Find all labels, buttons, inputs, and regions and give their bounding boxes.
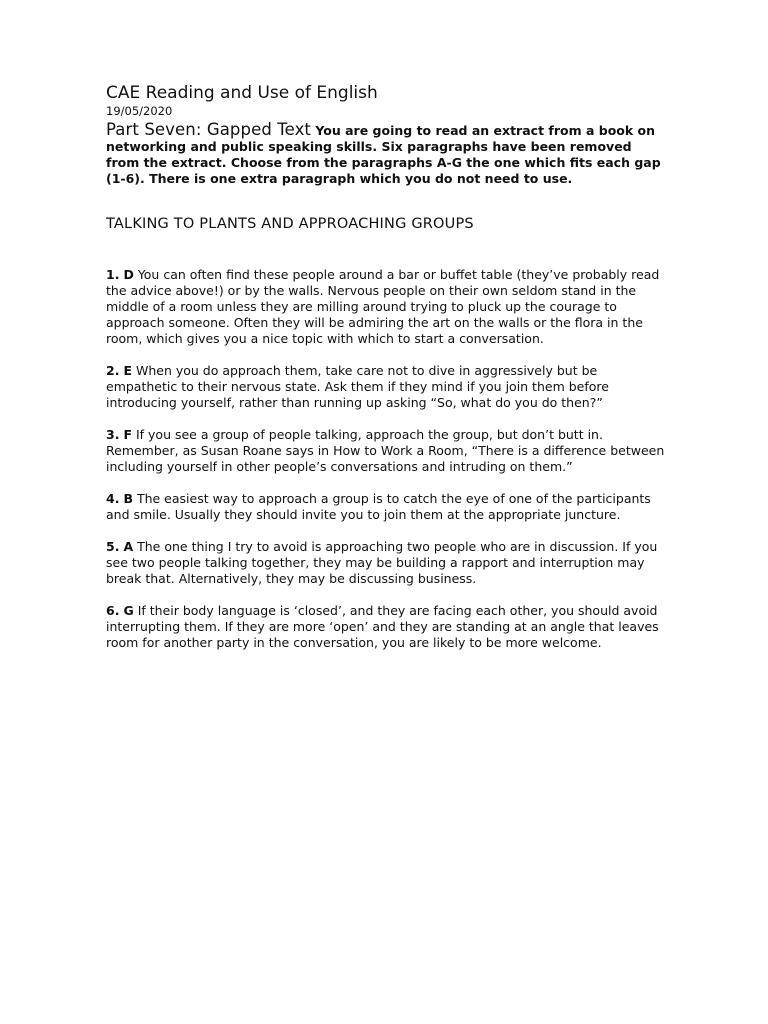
answer-paragraph-5 xyxy=(106,539,666,587)
section-title: TALKING TO PLANTS AND APPROACHING GROUPS xyxy=(106,216,474,232)
paragraph-text: The one thing I try to avoid is approaching two people who are in discussion. If you see two people talking together, they may be building a rapport and interruption may break that. Alternatively, they may be discussing business. xyxy=(106,539,658,586)
paragraph-letter: D xyxy=(123,267,134,282)
part-title: Part Seven: Gapped Text xyxy=(106,120,312,139)
paragraph-letter: A xyxy=(123,539,134,554)
paragraph-number: 3. xyxy=(106,427,120,442)
paragraph-letter: E xyxy=(123,363,132,378)
paragraph-text: When you do approach them, take care not to dive in aggressively but be empathetic to their nervous state. Ask them if they mind if you join them before introducing yourself, rather than running up asking “So, what do you do then?” xyxy=(106,363,609,410)
paragraph-number: 1. xyxy=(106,267,120,282)
paragraph-letter: F xyxy=(123,427,132,442)
answer-paragraph-2 xyxy=(106,363,666,411)
task-intro xyxy=(106,122,666,187)
answer-paragraph-1 xyxy=(106,267,666,347)
paragraph-number: 6. xyxy=(106,603,120,618)
document-title: CAE Reading and Use of English xyxy=(106,83,378,103)
document-date: 19/05/2020 xyxy=(106,104,173,118)
paragraph-letter: G xyxy=(123,603,134,618)
paragraph-text: You can often find these people around a bar or buffet table (they’ve probably read the advice above!) or by the walls. Nervous people on their own seldom stand in the middle of a room unless they are milling around trying to pluck up the courage to approach someone. Often they will be admiring the art on the walls or the flora in the room, which gives you a nice topic with which to start a conversation. xyxy=(106,267,660,346)
paragraph-number: 5. xyxy=(106,539,120,554)
task-instructions: You are going to read an extract from a book on networking and public speaking skills. Six paragraphs have been removed from the extract. Choose from the paragraphs A-G the one which fits each gap (1-6). There is one extra paragraph which you do not need to use. xyxy=(106,123,661,186)
paragraph-text: If their body language is ‘closed’, and they are facing each other, you should avoid interrupting them. If they are more ‘open’ and they are standing at an angle that leaves room for another party in the conversation, you are likely to be more welcome. xyxy=(106,603,659,650)
paragraph-letter: B xyxy=(123,491,133,506)
paragraph-number: 4. xyxy=(106,491,120,506)
answer-paragraph-6 xyxy=(106,603,666,651)
answer-paragraph-3 xyxy=(106,427,666,475)
document-page xyxy=(106,82,666,667)
paragraph-text: The easiest way to approach a group is to catch the eye of one of the participants and smile. Usually they should invite you to join them at the appropriate juncture. xyxy=(106,491,651,522)
paragraph-number: 2. xyxy=(106,363,120,378)
answer-paragraph-4 xyxy=(106,491,666,523)
paragraph-text: If you see a group of people talking, approach the group, but don’t butt in. Remember, as Susan Roane says in How to Work a Room, “There is a difference between including yourself in other people’s conversations and intruding on them.” xyxy=(106,427,665,474)
